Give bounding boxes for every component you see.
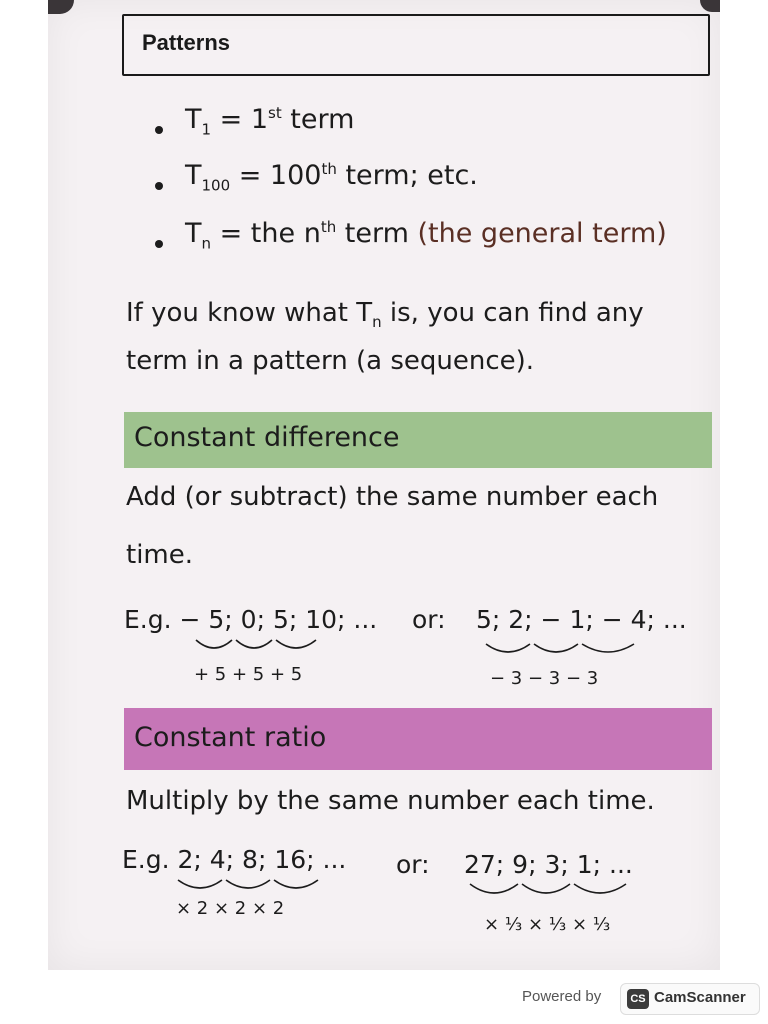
camscanner-logo — [620, 983, 760, 1015]
page-title: Patterns — [142, 30, 231, 55]
camscanner-icon: CS — [627, 989, 649, 1009]
difference-steps-2: − 3 − 3 − 3 — [490, 668, 599, 689]
bullet-dot — [155, 240, 163, 248]
camscanner-brand: CamScanner — [654, 989, 746, 1006]
bullet-text: $T_n$ = the $n^{th}$ term (the general term) — [185, 218, 667, 253]
constant-difference-desc-1: Add (or subtract) the same number each — [126, 482, 659, 512]
constant-difference-desc-2: time. — [126, 540, 194, 570]
ratio-steps-1: × 2 × 2 × 2 — [176, 898, 285, 919]
ratio-example-2: 27; 9; 3; 1; ... — [464, 850, 633, 879]
powered-by-label: Powered by — [522, 988, 602, 1005]
ratio-steps-2: × ⅓ × ⅓ × ⅓ — [484, 914, 611, 935]
constant-difference-band — [124, 412, 712, 468]
bullet-dot — [155, 182, 163, 190]
bullet-text: $T_{100} = 100th$ term; etc. — [185, 160, 478, 195]
constant-ratio-heading: Constant ratio — [134, 722, 327, 753]
constant-difference-heading: Constant difference — [134, 422, 400, 453]
difference-or-label: or: — [412, 605, 446, 634]
bullet-text: $T_1 = 1st$ term — [185, 104, 355, 139]
difference-example-2: 5; 2; − 1; − 4; ... — [476, 605, 687, 634]
constant-ratio-band — [124, 708, 712, 770]
ratio-or-label: or: — [396, 850, 430, 879]
intro-line-1: If you know what $T_n$ is, you can find any — [126, 298, 644, 332]
intro-line-2: term in a pattern (a sequence). — [126, 346, 535, 376]
difference-steps-1: + 5 + 5 + 5 — [194, 664, 303, 685]
bullet-dot — [155, 126, 163, 134]
constant-ratio-desc: Multiply by the same number each time. — [126, 786, 655, 816]
title-box — [122, 14, 710, 76]
ratio-example-1: E.g. 2; 4; 8; 16; ... — [122, 845, 347, 874]
difference-example-1: E.g. − 5; 0; 5; 10; ... — [124, 605, 378, 634]
